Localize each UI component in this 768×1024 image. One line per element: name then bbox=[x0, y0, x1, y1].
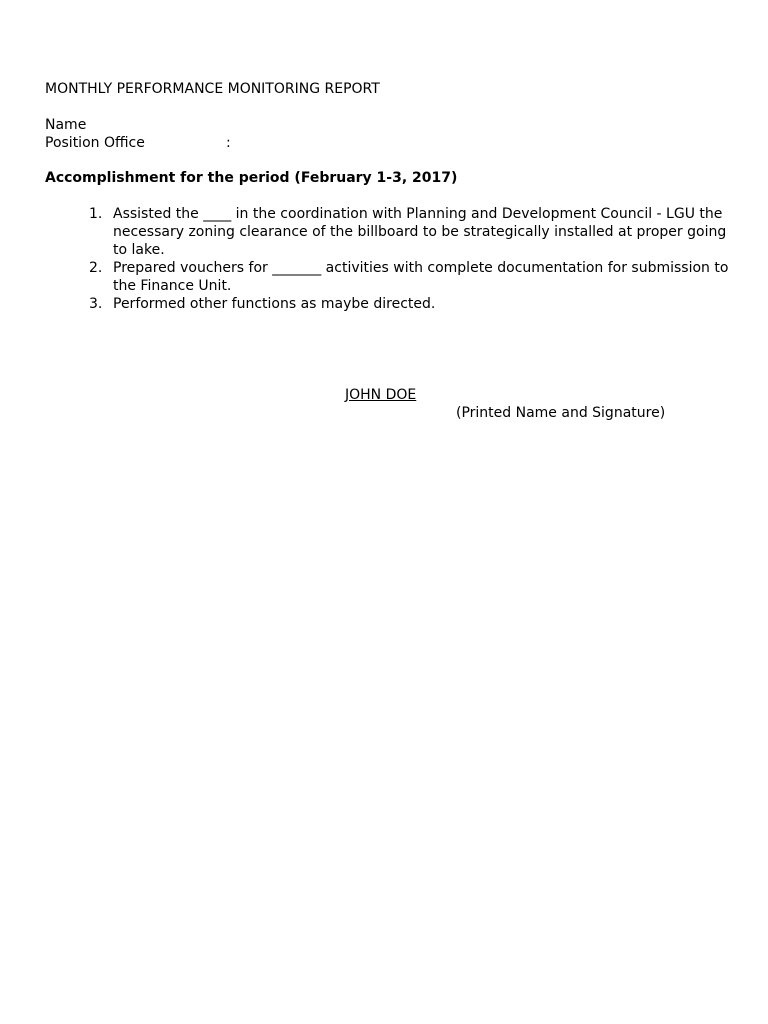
list-item bbox=[89, 259, 729, 295]
list-item-number: 3. bbox=[89, 296, 103, 312]
list-item-text: Prepared vouchers for _______ activities with complete documentation for submission to the Finance Unit. bbox=[113, 260, 729, 294]
signatory-name: JOHN DOE bbox=[345, 387, 417, 403]
list-item-text: Performed other functions as maybe directed. bbox=[113, 296, 436, 312]
position-office-field-label: Position Office bbox=[45, 135, 145, 151]
list-item-number: 2. bbox=[89, 260, 103, 276]
signature-caption: (Printed Name and Signature) bbox=[456, 405, 666, 421]
position-office-colon: : bbox=[226, 135, 231, 151]
list-item bbox=[89, 205, 729, 259]
accomplishment-heading: Accomplishment for the period (February 1-3, 2017) bbox=[45, 170, 458, 186]
accomplishment-list bbox=[89, 205, 729, 313]
name-field-label: Name bbox=[45, 117, 87, 133]
list-item bbox=[89, 295, 729, 313]
list-item-text: Assisted the ____ in the coordination with Planning and Development Council - LGU the necessary zoning clearance of the billboard to be strategically installed at proper going to lake. bbox=[113, 206, 727, 258]
list-item-number: 1. bbox=[89, 206, 103, 222]
report-title: MONTHLY PERFORMANCE MONITORING REPORT bbox=[45, 81, 380, 97]
